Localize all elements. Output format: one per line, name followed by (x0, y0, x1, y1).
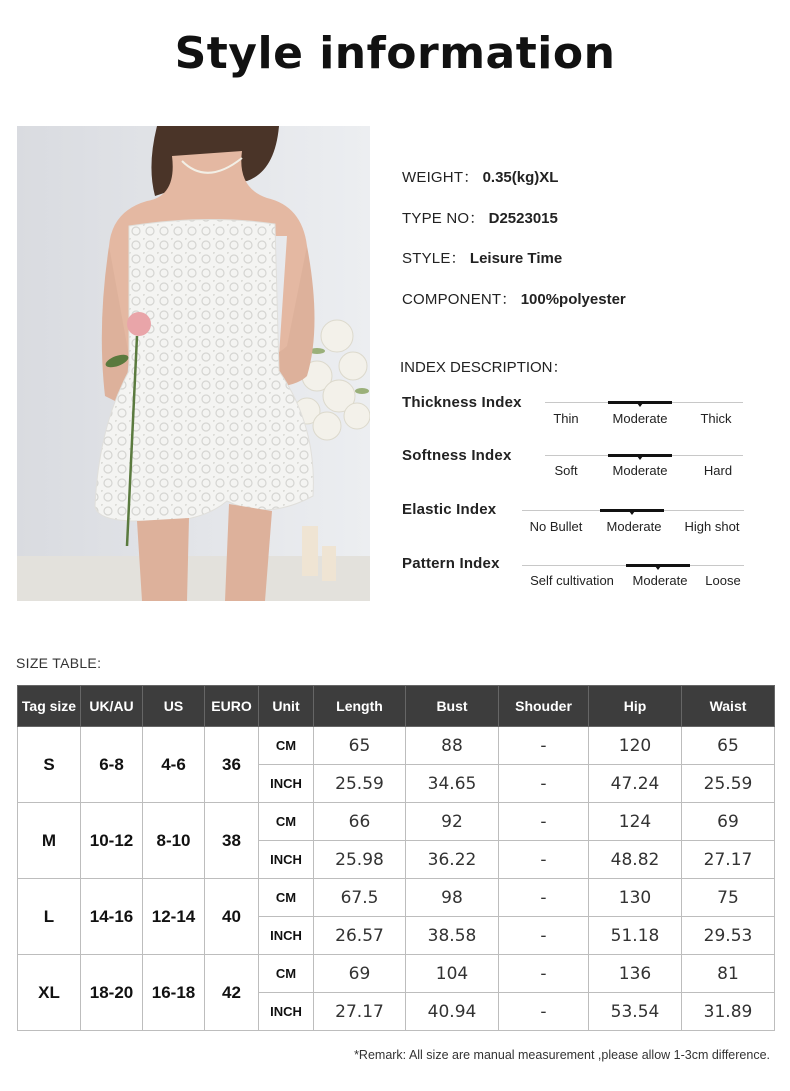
us-cell: 16-18 (143, 955, 205, 1031)
index-name-thickness: Thickness Index (402, 394, 522, 411)
index-option: Soft (554, 463, 578, 478)
index-selected-marker (626, 564, 690, 567)
index-option: Moderate (632, 573, 688, 588)
product-photo (17, 126, 370, 601)
index-option: Thick (700, 411, 732, 426)
hip-cell: 130 (589, 879, 682, 917)
table-header-row (18, 686, 775, 727)
index-option: Moderate (606, 519, 662, 534)
hip-cell: 53.54 (589, 993, 682, 1031)
column-header: Shouder (499, 686, 589, 727)
column-header: Bust (406, 686, 499, 727)
index-name-elastic: Elastic Index (402, 501, 497, 518)
shoulder-cell: - (499, 765, 589, 803)
uk-au-cell: 6-8 (81, 727, 143, 803)
index-option: Loose (705, 573, 741, 588)
index-name-pattern: Pattern Index (402, 555, 500, 572)
unit-cell: CM (259, 727, 314, 765)
waist-cell: 31.89 (682, 993, 775, 1031)
uk-au-cell: 10-12 (81, 803, 143, 879)
length-cell: 66 (314, 803, 406, 841)
waist-cell: 69 (682, 803, 775, 841)
index-name-softness: Softness Index (402, 447, 512, 464)
length-cell: 25.59 (314, 765, 406, 803)
unit-cell: INCH (259, 993, 314, 1031)
size-table-title: SIZE TABLE: (16, 655, 102, 671)
shoulder-cell: - (499, 955, 589, 993)
euro-cell: 40 (205, 879, 259, 955)
column-header: Waist (682, 686, 775, 727)
shoulder-cell: - (499, 803, 589, 841)
column-header: Tag size (18, 686, 81, 727)
unit-cell: INCH (259, 917, 314, 955)
euro-cell: 36 (205, 727, 259, 803)
size-table (17, 685, 775, 1031)
euro-cell: 42 (205, 955, 259, 1031)
info-label: WEIGHT： (402, 169, 479, 186)
shoulder-cell: - (499, 917, 589, 955)
us-cell: 8-10 (143, 803, 205, 879)
waist-cell: 29.53 (682, 917, 775, 955)
info-value: 100%polyester (520, 291, 626, 308)
tag-size-cell: M (18, 803, 81, 879)
unit-cell: CM (259, 803, 314, 841)
index-option: High shot (684, 519, 740, 534)
table-row (18, 803, 775, 841)
length-cell: 27.17 (314, 993, 406, 1031)
uk-au-cell: 18-20 (81, 955, 143, 1031)
uk-au-cell: 14-16 (81, 879, 143, 955)
column-header: Length (314, 686, 406, 727)
index-selected-marker (608, 401, 672, 404)
length-cell: 69 (314, 955, 406, 993)
index-selected-marker (608, 454, 672, 457)
unit-cell: CM (259, 955, 314, 993)
index-description-title: INDEX DESCRIPTION： (400, 359, 568, 376)
index-option: Moderate (612, 411, 668, 426)
shoulder-cell: - (499, 879, 589, 917)
tag-size-cell: XL (18, 955, 81, 1031)
info-component (402, 288, 626, 309)
tag-size-cell: S (18, 727, 81, 803)
hip-cell: 47.24 (589, 765, 682, 803)
length-cell: 26.57 (314, 917, 406, 955)
remark-note: *Remark: All size are manual measurement ,please allow 1-3cm difference. (354, 1048, 770, 1062)
table-row (18, 879, 775, 917)
bust-cell: 104 (406, 955, 499, 993)
index-option: Moderate (612, 463, 668, 478)
unit-cell: INCH (259, 841, 314, 879)
index-option: Thin (553, 411, 579, 426)
info-label: TYPE NO： (402, 210, 485, 227)
waist-cell: 65 (682, 727, 775, 765)
hip-cell: 51.18 (589, 917, 682, 955)
bust-cell: 38.58 (406, 917, 499, 955)
column-header: Unit (259, 686, 314, 727)
column-header: EURO (205, 686, 259, 727)
waist-cell: 25.59 (682, 765, 775, 803)
us-cell: 4-6 (143, 727, 205, 803)
bust-cell: 98 (406, 879, 499, 917)
page-title: Style information (174, 28, 616, 79)
shoulder-cell: - (499, 841, 589, 879)
hip-cell: 136 (589, 955, 682, 993)
bust-cell: 34.65 (406, 765, 499, 803)
tag-size-cell: L (18, 879, 81, 955)
table-row (18, 955, 775, 993)
euro-cell: 38 (205, 803, 259, 879)
unit-cell: CM (259, 879, 314, 917)
bust-cell: 88 (406, 727, 499, 765)
unit-cell: INCH (259, 765, 314, 803)
index-option: No Bullet (529, 519, 583, 534)
bust-cell: 40.94 (406, 993, 499, 1031)
shoulder-cell: - (499, 727, 589, 765)
waist-cell: 81 (682, 955, 775, 993)
length-cell: 67.5 (314, 879, 406, 917)
hip-cell: 124 (589, 803, 682, 841)
bust-cell: 36.22 (406, 841, 499, 879)
waist-cell: 27.17 (682, 841, 775, 879)
column-header: Hip (589, 686, 682, 727)
hip-cell: 120 (589, 727, 682, 765)
table-row (18, 727, 775, 765)
product-photo-icon (17, 126, 370, 601)
hip-cell: 48.82 (589, 841, 682, 879)
us-cell: 12-14 (143, 879, 205, 955)
info-label: STYLE： (402, 250, 466, 267)
info-value: D2523015 (488, 210, 558, 227)
info-value: 0.35(kg)XL (482, 169, 559, 186)
info-style (402, 247, 562, 268)
info-type-no (402, 207, 558, 228)
length-cell: 25.98 (314, 841, 406, 879)
index-selected-marker (600, 509, 664, 512)
info-label: COMPONENT： (402, 291, 517, 308)
length-cell: 65 (314, 727, 406, 765)
info-value: Leisure Time (469, 250, 563, 267)
column-header: US (143, 686, 205, 727)
shoulder-cell: - (499, 993, 589, 1031)
waist-cell: 75 (682, 879, 775, 917)
index-option: Hard (703, 463, 733, 478)
index-option: Self cultivation (530, 573, 614, 588)
bust-cell: 92 (406, 803, 499, 841)
column-header: UK/AU (81, 686, 143, 727)
info-weight (402, 166, 558, 187)
